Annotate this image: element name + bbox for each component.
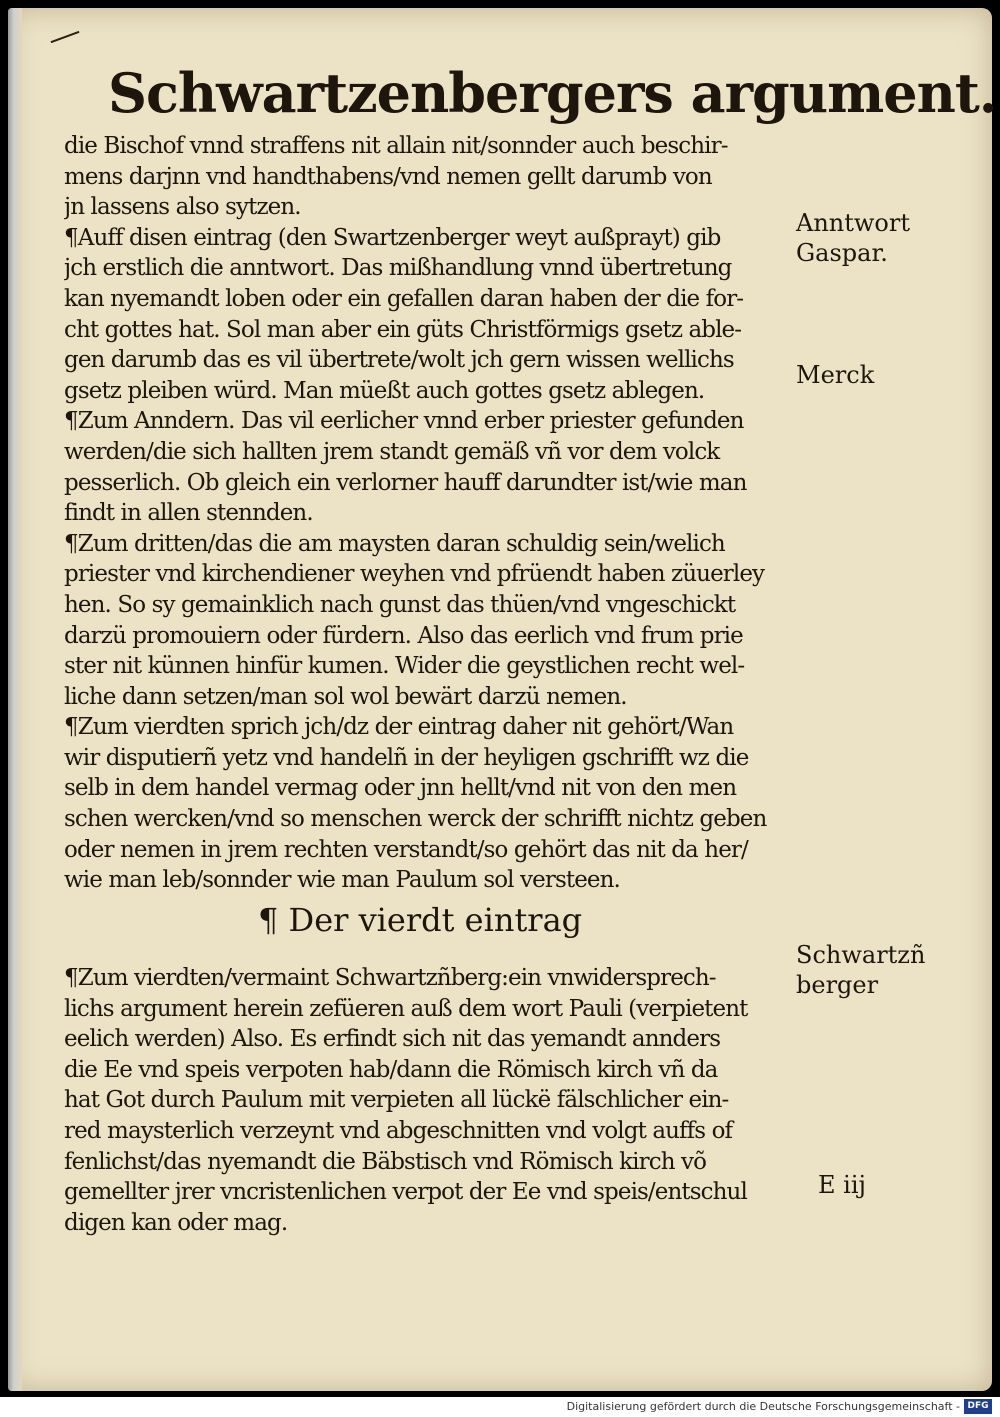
margin-note-line: Anntwort <box>796 209 910 237</box>
text-line: fenlichst/das nyemandt die Bäbstisch vnd Römisch kirch võ <box>64 1148 707 1175</box>
text-line: findt in allen stennden. <box>64 500 313 527</box>
text-line: ster nit künnen hinfür kumen. Wider die geystlichen recht wel- <box>64 653 745 680</box>
text-block-top <box>64 131 784 896</box>
scanned-page <box>8 8 997 1391</box>
text-line: schen wercken/vnd so menschen werck der schrifft nichtz geben <box>64 806 767 833</box>
running-head: Schwartzenbergers argument. <box>108 61 997 125</box>
text-line: jch erstlich die anntwort. Das mißhandlung vnnd übertretung <box>64 255 732 282</box>
text-line: eelich werden) Also. Es erfindt sich nit das yemandt annders <box>64 1026 721 1053</box>
footer-bar <box>0 1397 1000 1417</box>
signature-mark: E iij <box>818 1171 866 1199</box>
margin-note-line: Gaspar. <box>796 239 888 267</box>
funding-notice: Digitalisierung gefördert durch die Deutsche Forschungsgemeinschaft - <box>566 1400 960 1413</box>
text-line: ¶Zum vierdten/vermaint Schwartzñberg:ein vnwidersprech- <box>64 965 716 991</box>
pen-mark <box>51 31 80 43</box>
margin-note-line: Schwartzñ <box>796 941 926 969</box>
text-line: lichs argument herein zefüeren auß dem wort Pauli (verpietent <box>64 995 748 1022</box>
section-heading: ¶ Der vierdt eintrag <box>258 901 583 939</box>
text-line: oder nemen in jrem rechten verstandt/so gehört das nit da her/ <box>64 836 748 863</box>
text-line: kan nyemandt loben oder ein gefallen daran haben der die for- <box>64 285 744 312</box>
text-line: priester vnd kirchendiener weyhen vnd pfrüendt haben züuerley <box>64 561 765 588</box>
text-line: cht gottes hat. Sol man aber ein güts Christförmigs gsetz able- <box>64 316 742 343</box>
text-line: ¶Zum dritten/das die am maysten daran schuldig sein/welich <box>64 530 725 557</box>
text-line: die Bischof vnnd straffens nit allain nit/sonnder auch beschir- <box>64 133 728 159</box>
text-line: jn lassens also sytzen. <box>64 194 301 221</box>
text-block-bottom <box>64 963 784 1238</box>
text-line: liche dann setzen/man sol wol bewärt darzü nemen. <box>64 683 627 710</box>
margin-note-line: berger <box>796 971 879 999</box>
text-line: gen darumb das es vil übertrete/wolt jch gern wissen wellichs <box>64 347 734 374</box>
text-line: wie man leb/sonnder wie man Paulum sol versteen. <box>64 867 620 894</box>
text-line: selb in dem handel vermag oder jnn hellt/vnd nit von den men <box>64 775 737 802</box>
text-line: darzü promouiern oder fürdern. Also das eerlich vnd frum prie <box>64 622 743 649</box>
dfg-logo: DFG <box>964 1399 992 1414</box>
text-line: werden/die sich hallten jrem standt gemäß vñ vor dem volck <box>64 438 720 465</box>
margin-note-answer <box>796 208 946 268</box>
text-line: wir disputierñ yetz vnd handelñ in der heyligen gschrifft wz die <box>64 744 749 771</box>
text-line: digen kan oder mag. <box>64 1209 288 1236</box>
text-line: ¶Zum Anndern. Das vil eerlicher vnnd erber priester gefunden <box>64 408 744 435</box>
text-line: red maysterlich verzeynt vnd abgeschnitten vnd volgt auffs of <box>64 1117 733 1144</box>
text-line: ¶Zum vierdten sprich jch/dz der eintrag daher nit gehört/Wan <box>64 714 734 741</box>
text-line: mens darjnn vnd handthabens/vnd nemen gellt darumb von <box>64 163 712 190</box>
text-line: hat Got durch Paulum mit verpieten all lückë fälschlicher ein- <box>64 1087 729 1114</box>
margin-note-merck: Merck <box>796 361 875 389</box>
text-line: gemellter jrer vncristenlichen verpot der Ee vnd speis/entschul <box>64 1179 747 1206</box>
text-line: die Ee vnd speis verpoten hab/dann die Römisch kirch vñ da <box>64 1056 718 1083</box>
text-line: pesserlich. Ob gleich ein verlorner hauff darundter ist/wie man <box>64 469 747 496</box>
text-line: ¶Auff disen eintrag (den Swartzenberger weyt außprayt) gib <box>64 224 721 251</box>
margin-note-schwartzenberger <box>796 940 946 1000</box>
text-line: hen. So sy gemainklich nach gunst das thüen/vnd vngeschickt <box>64 591 736 618</box>
text-line: gsetz pleiben würd. Man müeßt auch gottes gsetz ablegen. <box>64 377 705 404</box>
